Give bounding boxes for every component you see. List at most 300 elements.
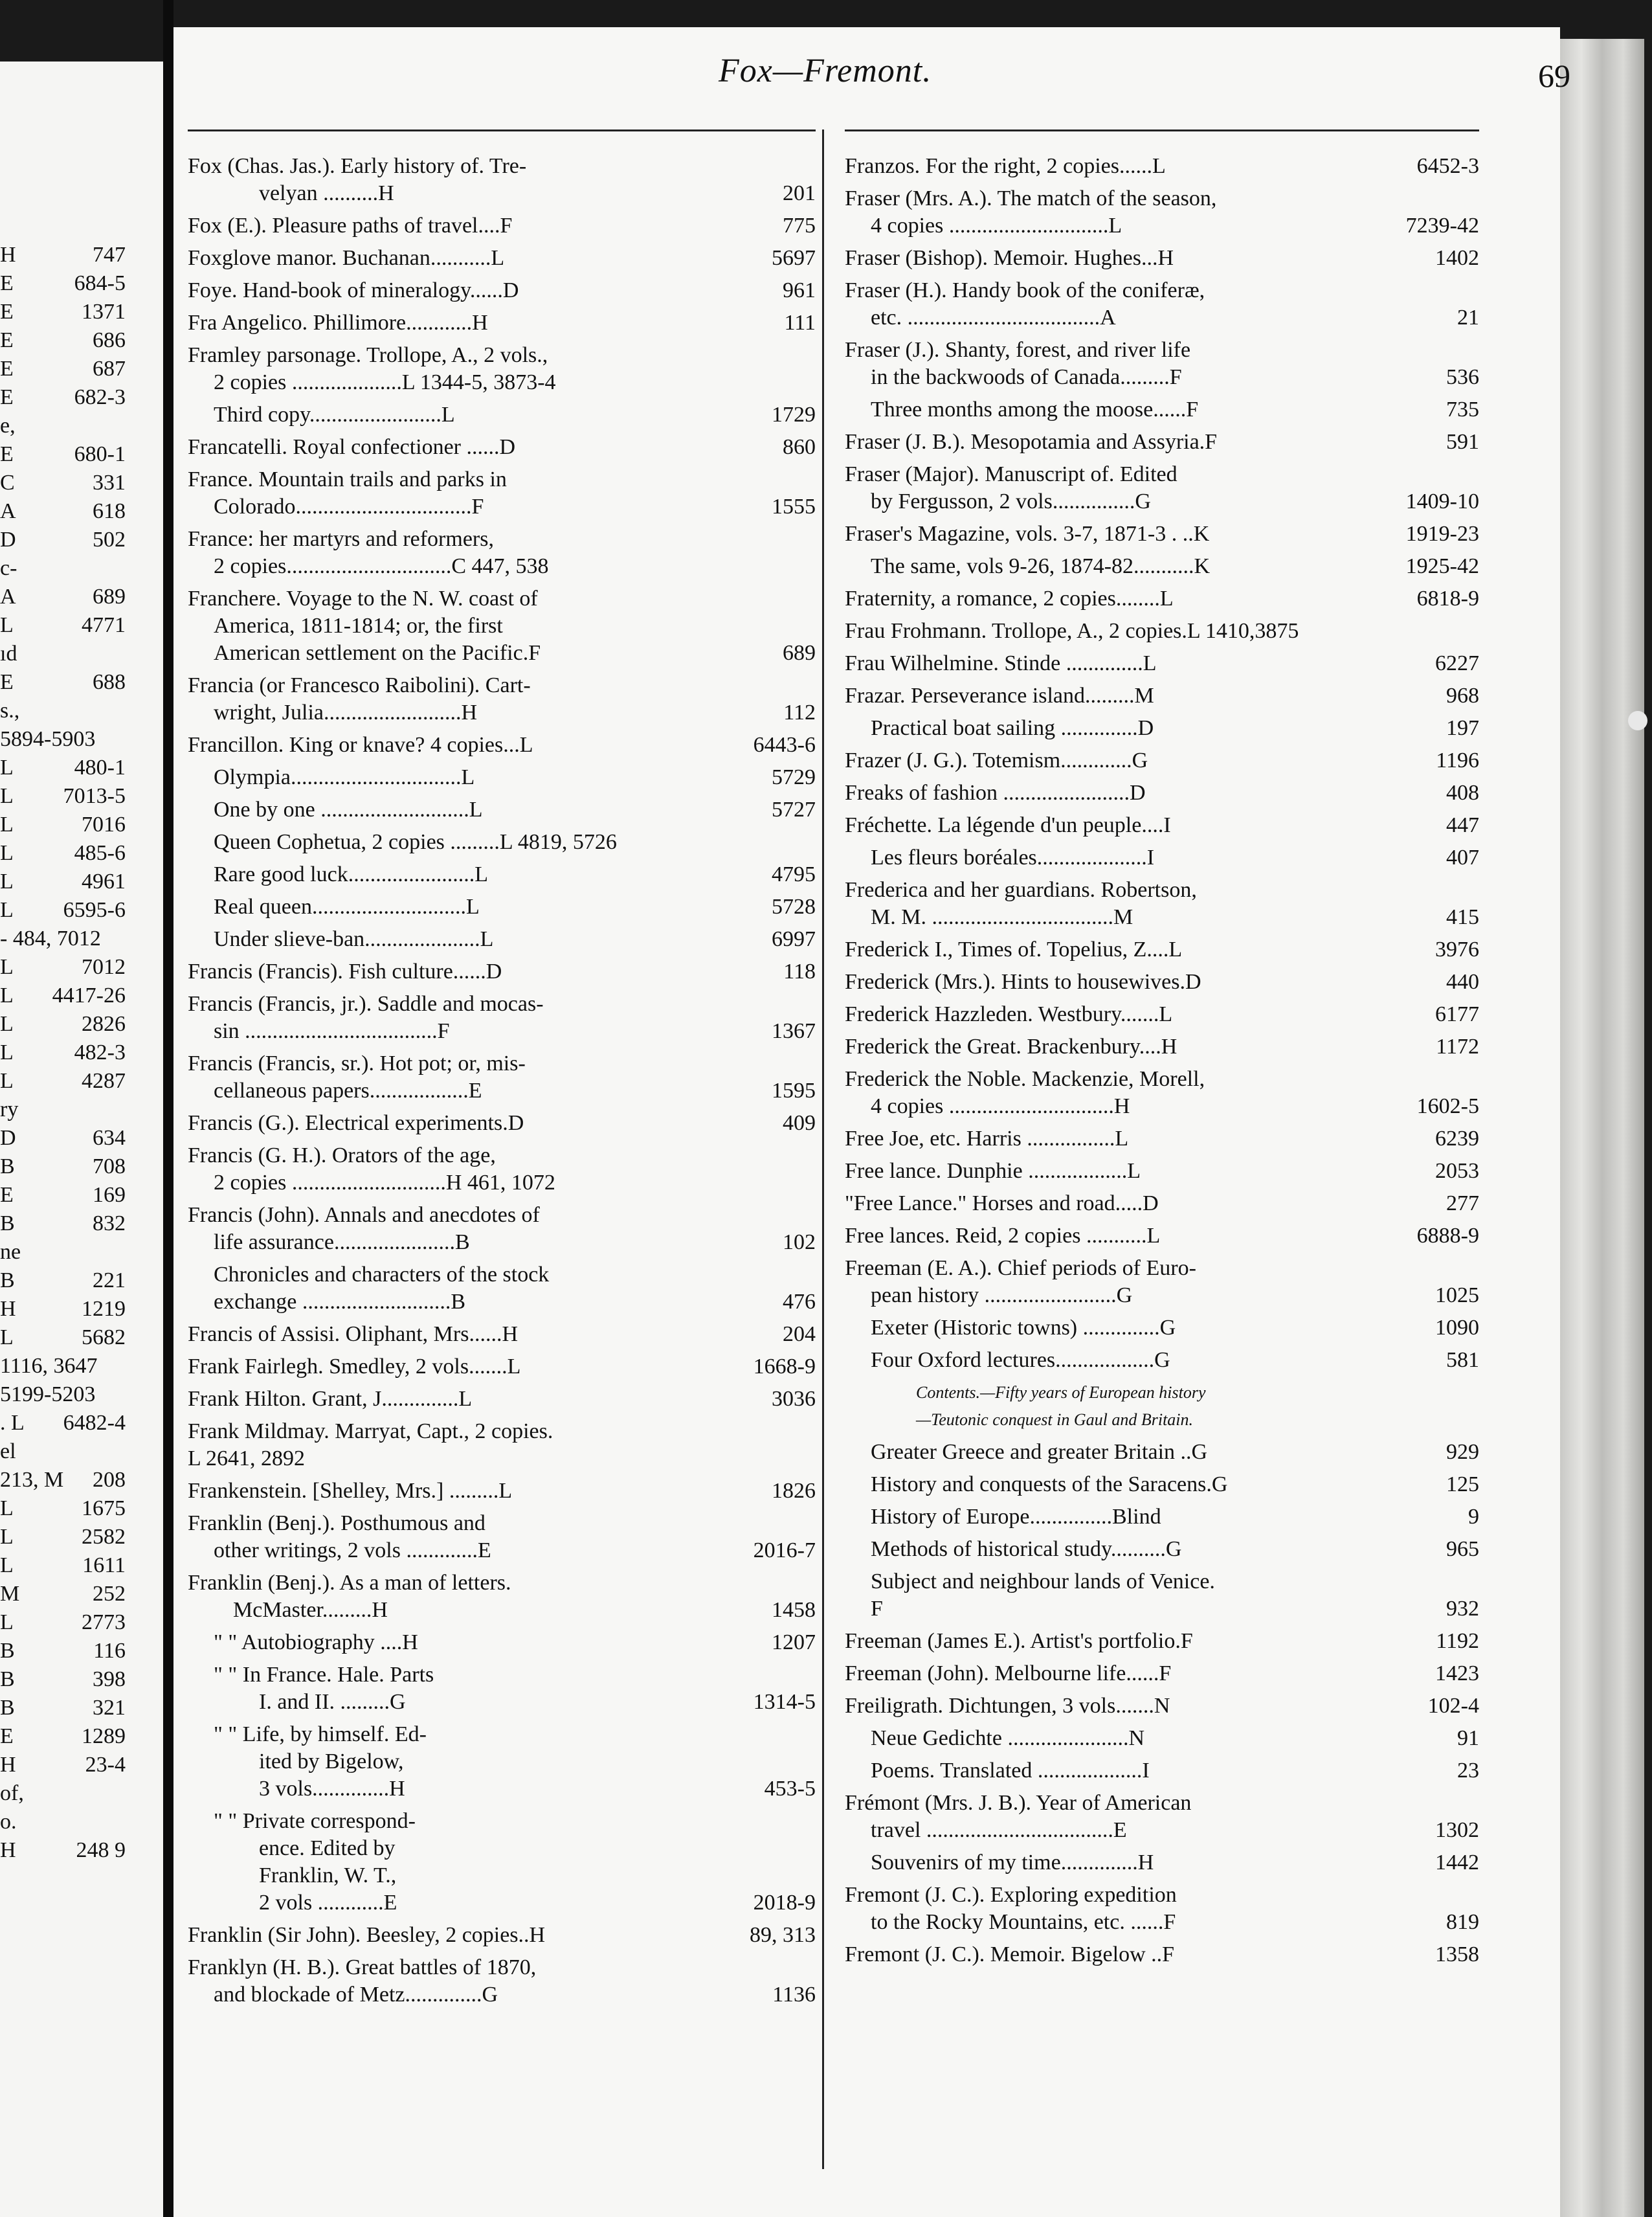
fragment-number: 684-5 [74,271,126,295]
adjacent-entry-fragment [0,585,163,613]
index-entry [188,958,816,985]
entry-line [188,991,816,1018]
catalog-number: 1402 [1435,246,1479,270]
index-entry [845,1693,1479,1720]
fragment-number: 482-3 [74,1041,126,1064]
entry-line [188,699,816,726]
catalog-number: 6239 [1435,1127,1479,1151]
catalog-number: 6227 [1435,651,1479,675]
catalog-number: 447 [1446,813,1479,837]
entry-text: Freeman (James E.). Artist's portfolio.F [845,1629,1193,1653]
index-entry [188,245,816,272]
fragment-number: 4417-26 [52,984,126,1007]
entry-text: Free Joe, etc. Harris ................L [845,1127,1129,1151]
entry-line [845,936,1479,963]
entry-line [845,1158,1479,1185]
entry-line [845,1817,1479,1844]
fragment-text: 5894-5903 [0,727,96,751]
index-entry [188,1661,816,1716]
entry-line [188,1110,816,1137]
catalog-number: 453-5 [764,1777,816,1801]
entry-text: Third copy........................L [214,403,455,427]
adjacent-entry-fragment [0,1582,163,1610]
index-entry [845,1066,1479,1120]
entry-text: other writings, 2 vols .............E [214,1538,491,1562]
adjacent-page-column [0,243,163,1867]
index-entry [845,1222,1479,1250]
catalog-number: 929 [1446,1440,1479,1464]
entry-line [188,1954,816,1981]
index-entry [845,585,1479,613]
entry-line [845,650,1479,677]
header-rule-right [845,129,1479,131]
entry-line [845,877,1479,904]
entry-line [845,1725,1479,1752]
adjacent-entry-fragment [0,1268,163,1297]
entry-text: ited by Bigelow, [259,1750,404,1773]
entry-line [188,894,816,921]
entry-line [188,1050,816,1077]
entry-text: travel ..................................E [871,1818,1127,1842]
entry-text: exchange ...........................B [214,1290,466,1314]
fragment-number: 1611 [82,1553,126,1577]
fragment-text: of, [0,1781,24,1805]
index-entry [845,1725,1479,1752]
fragment-text: el [0,1439,16,1463]
fragment-number: 2773 [82,1610,126,1634]
fragment-number: 7012 [82,955,126,979]
catalog-number: 1207 [772,1630,816,1654]
entry-text: " " Autobiography ....H [214,1630,418,1654]
fragment-number: 485-6 [74,841,126,865]
catalog-number: 1196 [1436,748,1479,772]
entry-text: Franklin (Benj.). As a man of letters. [188,1571,511,1595]
entry-line [188,277,816,304]
catalog-number: 1602-5 [1416,1094,1479,1118]
entry-line [188,1537,816,1564]
entry-line [845,1660,1479,1687]
entry-text: Frank Hilton. Grant, J..............L [188,1387,473,1411]
entry-line [188,1261,816,1289]
fragment-text: D [0,528,16,552]
index-entry [845,1849,1479,1876]
entry-line [845,1222,1479,1250]
entry-line [845,1282,1479,1309]
catalog-number: 1458 [772,1598,816,1622]
adjacent-entry-fragment [0,1354,163,1382]
catalog-number: 7239-42 [1405,214,1479,238]
entry-text: 2 copies..............................C 447, 538 [214,554,549,578]
adjacent-entry-fragment [0,1382,163,1411]
fragment-text: H [0,243,16,267]
entry-text: The same, vols 9-26, 1874-82...........K [871,554,1211,578]
fragment-text: L [0,784,14,808]
catalog-number: 1314-5 [753,1690,816,1714]
adjacent-entry-fragment [0,1667,163,1696]
entry-line [845,337,1479,364]
index-entry [188,796,816,824]
entry-line [845,185,1479,212]
index-entry [188,1570,816,1624]
entry-text: Methods of historical study..........G [871,1537,1182,1561]
fragment-number: 680-1 [74,442,126,466]
adjacent-entry-fragment [0,528,163,556]
entry-line [188,1229,816,1256]
index-entry [188,1629,816,1656]
catalog-number: 415 [1446,905,1479,929]
index-entry [845,429,1479,456]
entry-text: History of Europe...............Blind [871,1505,1161,1529]
entry-line [188,1445,816,1472]
entry-text: Contents.—Fifty years of European history [916,1383,1206,1402]
catalog-number: 440 [1446,970,1479,994]
entry-line [845,153,1479,180]
entry-text: Queen Cophetua, 2 copies .........L 4819, 5726 [214,830,617,854]
index-entry [845,1379,1479,1434]
entry-text: Frank Fairlegh. Smedley, 2 vols.......L [188,1355,521,1379]
catalog-number: 102-4 [1427,1694,1479,1718]
entry-text: Fox (Chas. Jas.). Early history of. Tre- [188,154,527,178]
entry-line [188,1862,816,1889]
index-entry [188,1808,816,1917]
entry-text: Real queen............................L [214,895,480,919]
adjacent-entry-fragment [0,1439,163,1468]
catalog-number: 1555 [772,495,816,519]
fragment-text: B [0,1268,15,1292]
fragment-number: 688 [93,670,126,694]
entry-line [845,618,1479,645]
index-entry [188,277,816,304]
entry-line [188,926,816,953]
entry-line [188,212,816,240]
entry-text: Francillon. King or knave? 4 copies...L [188,733,533,757]
fragment-text: E [0,300,14,324]
entry-text: Neue Gedichte ......................N [871,1726,1145,1750]
catalog-number: 1409-10 [1405,490,1479,513]
entry-line [188,796,816,824]
fragment-text: C [0,471,15,495]
catalog-number: 204 [783,1322,816,1346]
adjacent-entry-fragment [0,1496,163,1525]
entry-line [188,672,816,699]
entry-text: Frederick the Noble. Mackenzie, Morell, [845,1067,1205,1091]
fragment-number: 682-3 [74,385,126,409]
entry-text: Frau Frohmann. Trollope, A., 2 copies.L 1410,3875 [845,619,1299,643]
fragment-text: - 484, 7012 [0,927,101,951]
index-entry [188,1386,816,1413]
scan-speck [1628,711,1647,730]
entry-line [188,1808,816,1835]
entry-text: Foxglove manor. Buchanan...........L [188,246,505,270]
entry-line [845,488,1479,515]
entry-line [188,1570,816,1597]
index-entry [188,1050,816,1105]
catalog-number: 197 [1446,716,1479,740]
entry-line [188,1418,816,1445]
entry-line [188,613,816,640]
entry-text: I. and II. .........G [259,1690,406,1714]
fragment-number: 4771 [82,613,126,637]
entry-line [188,1289,816,1316]
fragment-text: L [0,1325,14,1349]
entry-line [188,466,816,493]
index-entry [188,1261,816,1316]
entry-text: cellaneous papers..................E [214,1079,482,1103]
catalog-number: 4795 [772,862,816,886]
entry-text: Franklin (Benj.). Posthumous and [188,1511,486,1535]
entry-text: 3 vols..............H [259,1777,405,1801]
index-entry [845,682,1479,710]
catalog-number: 23 [1457,1759,1479,1783]
entry-text: Fox (E.). Pleasure paths of travel....F [188,214,513,238]
entry-text: America, 1811-1814; or, the first [214,614,503,638]
fragment-number: 6482-4 [63,1411,126,1435]
index-entry [845,1158,1479,1185]
catalog-number: 5728 [772,895,816,919]
entry-line [188,245,816,272]
entry-line [845,1628,1479,1655]
adjacent-entry-fragment [0,1810,163,1838]
entry-line [845,1190,1479,1217]
index-entry [188,732,816,759]
entry-text: Franklin, W. T., [259,1863,397,1887]
index-entry [188,526,816,580]
fragment-number: 747 [93,243,126,267]
catalog-number: 961 [783,278,816,302]
catalog-number: 408 [1446,781,1479,805]
book-gutter [163,0,173,2217]
index-entry [845,1001,1479,1028]
fragment-text: L [0,1012,14,1036]
adjacent-entry-fragment [0,642,163,670]
entry-line [845,780,1479,807]
adjacent-entry-fragment [0,1041,163,1069]
catalog-number: 91 [1457,1726,1479,1750]
fragment-text: 1116, 3647 [0,1354,98,1378]
index-entry [845,1941,1479,1968]
entry-text: L 2641, 2892 [188,1446,306,1470]
index-entry [188,861,816,888]
entry-line [188,1981,816,2009]
adjacent-entry-fragment [0,271,163,300]
entry-line [188,1689,816,1716]
catalog-number: 735 [1446,398,1479,422]
fragment-number: 7016 [82,813,126,837]
adjacent-entry-fragment [0,414,163,442]
entry-line [188,1510,816,1537]
adjacent-entry-fragment [0,1468,163,1496]
entry-text: 2 copies ....................L 1344-5, 3873-4 [214,370,556,394]
catalog-number: 819 [1446,1910,1479,1934]
entry-text: Franklyn (H. B.). Great battles of 1870, [188,1955,537,1979]
index-column-right [845,153,1479,1974]
index-entry [188,829,816,856]
catalog-number: 3976 [1435,938,1479,962]
index-entry [188,153,816,207]
adjacent-entry-fragment [0,898,163,927]
fragment-number: 4287 [82,1069,126,1093]
catalog-number: 6888-9 [1416,1224,1479,1248]
index-entry [845,1660,1479,1687]
fragment-text: c- [0,556,17,580]
adjacent-entry-fragment [0,1724,163,1753]
entry-text: France: her martyrs and reformers, [188,527,494,551]
fragment-text: L [0,1610,14,1634]
entry-line [845,364,1479,391]
adjacent-entry-fragment [0,1240,163,1268]
entry-text: etc. ...................................A [871,306,1116,330]
index-entry [845,936,1479,963]
fragment-text: E [0,670,14,694]
index-entry [188,1954,816,2009]
entry-line [188,1629,816,1656]
fragment-text: L [0,898,14,922]
fragment-number: 5682 [82,1325,126,1349]
catalog-number: 5697 [772,246,816,270]
fragment-text: E [0,357,14,381]
entry-line [845,1503,1479,1531]
entry-line [188,526,816,553]
entry-text: " " Private correspond- [214,1809,416,1833]
fragment-text: . L [0,1411,25,1435]
entry-text: Fraser (H.). Handy book of the coniferæ, [845,278,1205,302]
index-entry [845,618,1479,645]
fragment-text: E [0,328,14,352]
index-entry [188,1721,816,1803]
adjacent-entry-fragment [0,1411,163,1439]
index-entry [188,894,816,921]
entry-line [188,958,816,985]
fragment-number: 321 [93,1696,126,1720]
entry-line [188,180,816,207]
catalog-number: 3036 [772,1387,816,1411]
entry-text: to the Rocky Mountains, etc. ......F [871,1910,1176,1934]
entry-text: France. Mountain trails and parks in [188,467,507,491]
adjacent-entry-fragment [0,927,163,955]
entry-line [845,1093,1479,1120]
entry-text: Framley parsonage. Trollope, A., 2 vols., [188,343,548,367]
entry-line [188,732,816,759]
catalog-number: 1442 [1435,1851,1479,1874]
catalog-number: 6997 [772,927,816,951]
fragment-number: 23-4 [85,1753,126,1777]
catalog-number: 536 [1446,365,1479,389]
entry-line [188,1386,816,1413]
fragment-number: 398 [93,1667,126,1691]
entry-text: Franzos. For the right, 2 copies......L [845,154,1166,178]
catalog-number: 1925-42 [1405,554,1479,578]
entry-line [188,1922,816,1949]
entry-text: " " In France. Hale. Parts [214,1663,434,1687]
entry-text: life assurance......................B [214,1230,470,1254]
index-entry [188,1321,816,1348]
adjacent-entry-fragment [0,955,163,984]
entry-text: Fraternity, a romance, 2 copies........L [845,587,1174,611]
adjacent-entry-fragment [0,1639,163,1667]
catalog-number: 118 [783,960,816,984]
entry-text: velyan ..........H [259,181,394,205]
index-entry [188,1110,816,1137]
adjacent-entry-fragment [0,1553,163,1582]
adjacent-entry-fragment [0,1325,163,1354]
index-entry [845,812,1479,839]
entry-text: Fraser (J. B.). Mesopotamia and Assyria.F [845,430,1218,454]
fragment-text: A [0,499,16,523]
index-entry [845,747,1479,774]
catalog-number: 1367 [772,1019,816,1043]
fragment-number: 686 [93,328,126,352]
entry-text: Francis (Francis). Fish culture......D [188,960,502,984]
entry-text: Frankenstein. [Shelley, Mrs.] .........L [188,1479,513,1503]
entry-line [845,429,1479,456]
running-head: Fox—Fremont. [719,52,932,89]
entry-line [188,1597,816,1624]
entry-text: Frémont (Mrs. J. B.). Year of American [845,1791,1192,1815]
entry-text: 4 copies ..............................H [871,1094,1130,1118]
adjacent-entry-fragment [0,442,163,471]
entry-text: Frau Wilhelmine. Stinde ..............L [845,651,1157,675]
entry-text: 4 copies .............................L [871,214,1122,238]
index-entry [845,877,1479,931]
entry-line [845,1568,1479,1595]
entry-text: Fraser (Bishop). Memoir. Hughes...H [845,246,1174,270]
entry-text: Freeman (John). Melbourne life......F [845,1661,1172,1685]
index-entry [188,466,816,521]
fragment-number: 208 [93,1468,126,1492]
entry-text: Frazer (J. G.). Totemism.............G [845,748,1148,772]
entry-line [845,1439,1479,1466]
adjacent-entry-fragment [0,556,163,585]
entry-text: Frederick Hazzleden. Westbury.......L [845,1002,1173,1026]
entry-text: and blockade of Metz..............G [214,1983,498,2007]
catalog-number: 1025 [1435,1283,1479,1307]
entry-text: One by one ...........................L [214,798,483,822]
fragment-number: 252 [93,1582,126,1606]
catalog-number: 21 [1457,306,1479,330]
entry-text: F [871,1597,883,1621]
entry-text: Foye. Hand-book of mineralogy......D [188,278,519,302]
adjacent-entry-fragment [0,1097,163,1126]
fragment-number: 331 [93,471,126,495]
entry-text: Fremont (J. C.). Memoir. Bigelow ..F [845,1942,1175,1966]
index-entry [845,1503,1479,1531]
entry-line [188,1889,816,1917]
fragment-number: 7013-5 [63,784,126,808]
adjacent-entry-fragment [0,385,163,414]
catalog-number: 409 [783,1111,816,1135]
adjacent-entry-fragment [0,727,163,756]
entry-text: Fra Angelico. Phillimore............H [188,311,488,335]
entry-text: sin ...................................F [214,1019,450,1043]
entry-text: Olympia...............................L [214,765,475,789]
index-entry [188,309,816,337]
catalog-number: 102 [783,1230,816,1254]
entry-line [188,861,816,888]
entry-text: Greater Greece and greater Britain ..G [871,1440,1208,1464]
catalog-number: 407 [1446,846,1479,870]
fragment-text: s., [0,699,20,723]
index-entry [845,1536,1479,1563]
fragment-text: L [0,984,14,1007]
entry-line [188,342,816,369]
index-entry [845,1790,1479,1844]
entry-text: "Free Lance." Horses and road.....D [845,1191,1159,1215]
entry-text: Frederick the Great. Brackenbury....H [845,1035,1178,1059]
entry-line [845,969,1479,996]
entry-line [188,1775,816,1803]
fragment-number: 502 [93,528,126,552]
entry-text: Practical boat sailing ..............D [871,716,1154,740]
